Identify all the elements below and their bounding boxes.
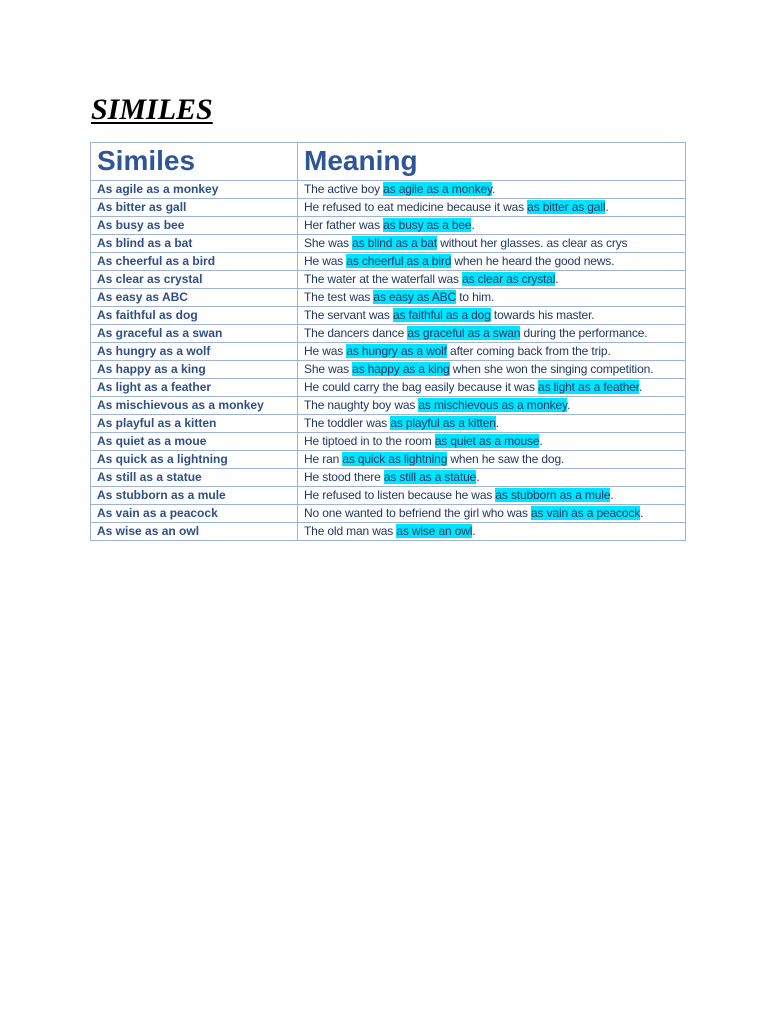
simile-cell: As quick as a lightning (91, 451, 298, 469)
meaning-cell (298, 217, 686, 235)
table-row (91, 433, 686, 451)
table-row (91, 217, 686, 235)
table-row (91, 181, 686, 199)
meaning-cell (298, 361, 686, 379)
meaning-cell (298, 415, 686, 433)
meaning-text-after: when she won the singing competition. (449, 362, 654, 376)
highlighted-simile: as graceful as a swan (407, 326, 521, 340)
meaning-cell (298, 487, 686, 505)
table-row (91, 451, 686, 469)
meaning-text-before: He stood there (304, 470, 384, 484)
meaning-cell (298, 523, 686, 541)
header-similes: Similes (91, 143, 298, 181)
table-header-row (91, 143, 686, 181)
meaning-text-after: . (638, 380, 643, 394)
highlighted-simile: as quick as lightning (342, 452, 448, 466)
highlighted-simile: as still as a statue (383, 470, 477, 484)
meaning-text-after: without her glasses. as clear as crys (437, 236, 628, 250)
meaning-text-after: . (605, 200, 609, 214)
meaning-text-before: He could carry the bag easily because it was (304, 380, 539, 394)
meaning-text-after: when he heard the good news. (451, 254, 615, 268)
meaning-cell (298, 343, 686, 361)
meaning-cell (298, 325, 686, 343)
meaning-text-after: . (471, 218, 475, 232)
meaning-text-before: The water at the waterfall was (304, 272, 463, 286)
highlighted-simile: as cheerful as a bird (346, 254, 452, 268)
simile-cell: As clear as crystal (91, 271, 298, 289)
meaning-text-before: He refused to listen because he was (304, 488, 496, 502)
meaning-text-before: He tiptoed in to the room (304, 434, 435, 448)
simile-cell: As graceful as a swan (91, 325, 298, 343)
simile-cell: As still as a statue (91, 469, 298, 487)
meaning-text-after: towards his master. (490, 308, 595, 322)
meaning-cell (298, 181, 686, 199)
simile-cell: As faithful as dog (91, 307, 298, 325)
highlighted-simile: as happy as a king (352, 362, 450, 376)
meaning-text-before: He ran (304, 452, 343, 466)
meaning-text-after: to him. (456, 290, 495, 304)
simile-cell: As busy as bee (91, 217, 298, 235)
table-row (91, 487, 686, 505)
meaning-text-before: No one wanted to befriend the girl who was (304, 506, 532, 520)
table-row (91, 325, 686, 343)
meaning-text-after: . (476, 470, 480, 484)
table-row (91, 523, 686, 541)
simile-cell: As mischievous as a monkey (91, 397, 298, 415)
meaning-text-before: She was (304, 236, 353, 250)
highlighted-simile: as wise an owl (396, 524, 473, 538)
meaning-text-before: He was (304, 344, 347, 358)
simile-cell: As hungry as a wolf (91, 343, 298, 361)
simile-cell: As bitter as gall (91, 199, 298, 217)
meaning-cell (298, 307, 686, 325)
simile-cell: As quiet as a moue (91, 433, 298, 451)
highlighted-simile: as mischievous as a monkey (418, 398, 568, 412)
meaning-cell (298, 505, 686, 523)
meaning-cell (298, 433, 686, 451)
highlighted-simile: as stubborn as a mule (495, 488, 611, 502)
simile-cell: As light as a feather (91, 379, 298, 397)
simile-cell: As cheerful as a bird (91, 253, 298, 271)
meaning-cell (298, 379, 686, 397)
highlighted-simile: as faithful as a dog (392, 308, 491, 322)
highlighted-simile: as hungry as a wolf (346, 344, 447, 358)
meaning-text-after: . (610, 488, 614, 502)
meaning-text-after: when he saw the dog. (447, 452, 565, 466)
meaning-cell (298, 289, 686, 307)
meaning-text-before: The servant was (304, 308, 393, 322)
highlighted-simile: as bitter as gall (527, 200, 606, 214)
table-row (91, 307, 686, 325)
meaning-text-before: The naughty boy was (304, 398, 419, 412)
highlighted-simile: as clear as crystal (462, 272, 556, 286)
meaning-text-before: The active boy (304, 182, 384, 196)
table-row (91, 379, 686, 397)
meaning-text-before: The old man was (304, 524, 397, 538)
meaning-text-before: He was (304, 254, 347, 268)
table-row (91, 505, 686, 523)
table-row (91, 415, 686, 433)
meaning-text-before: The dancers dance (304, 326, 408, 340)
meaning-text-after: after coming back from the trip. (446, 344, 611, 358)
meaning-cell (298, 469, 686, 487)
highlighted-simile: as vain as a peacock (531, 506, 641, 520)
highlighted-simile: as agile as a monkey (383, 182, 492, 196)
table-body (91, 181, 686, 541)
meaning-text-after: . (539, 434, 543, 448)
document-title: SIMILES (91, 93, 213, 126)
meaning-text-after: . (491, 182, 496, 196)
simile-cell: As wise as an owl (91, 523, 298, 541)
simile-cell: As playful as a kitten (91, 415, 298, 433)
meaning-cell (298, 235, 686, 253)
table-row (91, 235, 686, 253)
highlighted-simile: as light as a feather (538, 380, 639, 394)
meaning-cell (298, 271, 686, 289)
highlighted-simile: as easy as ABC (373, 290, 457, 304)
highlighted-simile: as playful as a kitten (390, 416, 496, 430)
meaning-text-before: She was (304, 362, 353, 376)
header-meaning: Meaning (298, 143, 686, 181)
table-row (91, 343, 686, 361)
table-row (91, 199, 686, 217)
simile-cell: As blind as a bat (91, 235, 298, 253)
meaning-text-before: The toddler was (304, 416, 391, 430)
meaning-text-after: . (472, 524, 476, 538)
highlighted-simile: as busy as a bee (383, 218, 472, 232)
meaning-text-before: The test was (304, 290, 374, 304)
highlighted-simile: as quiet as a mouse (434, 434, 540, 448)
simile-cell: As vain as a peacock (91, 505, 298, 523)
table-row (91, 289, 686, 307)
meaning-text-after: . (567, 398, 571, 412)
meaning-text-after: . (640, 506, 644, 520)
meaning-text-after: during the performance. (520, 326, 648, 340)
table-row (91, 397, 686, 415)
meaning-cell (298, 253, 686, 271)
meaning-text-after: . (555, 272, 559, 286)
meaning-text-before: He refused to eat medicine because it was (304, 200, 528, 214)
simile-cell: As easy as ABC (91, 289, 298, 307)
meaning-cell (298, 451, 686, 469)
similes-table (90, 142, 686, 541)
simile-cell: As stubborn as a mule (91, 487, 298, 505)
meaning-text-before: Her father was (304, 218, 384, 232)
table-row (91, 271, 686, 289)
table-row (91, 361, 686, 379)
meaning-text-after: . (495, 416, 499, 430)
simile-cell: As agile as a monkey (91, 181, 298, 199)
simile-cell: As happy as a king (91, 361, 298, 379)
meaning-cell (298, 199, 686, 217)
table-row (91, 469, 686, 487)
meaning-cell (298, 397, 686, 415)
table-row (91, 253, 686, 271)
highlighted-simile: as blind as a bat (352, 236, 438, 250)
